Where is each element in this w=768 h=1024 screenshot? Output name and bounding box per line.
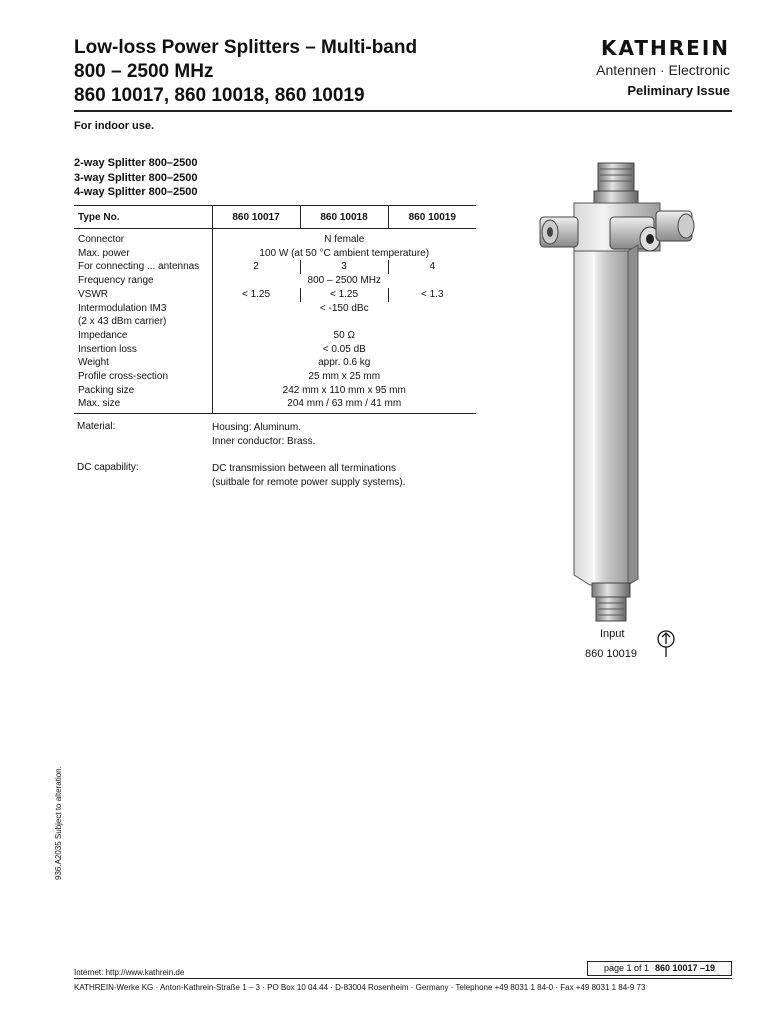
- splitter-product-image: [530, 155, 710, 625]
- footer-address: KATHREIN-Werke KG · Anton-Kathrein-Straße 1 – 3 · PO Box 10 04 44 · D-83004 Rosenheim · Germany · Telephone +49 8031 1 84-0 · Fax +49 8031 1 84-9 73: [74, 983, 646, 992]
- table-row: [74, 247, 476, 261]
- row-label: Profile cross-section: [78, 371, 169, 383]
- row-label: [74, 302, 212, 329]
- material-line: Housing: Aluminum.: [212, 422, 301, 433]
- row-value: 204 mm / 63 mm / 41 mm: [212, 397, 476, 413]
- indoor-note: For indoor use.: [74, 120, 155, 132]
- row-value: 100 W (at 50 °C ambient temperature): [212, 247, 476, 261]
- row-label-main: Intermodulation IM3: [78, 302, 167, 314]
- variant-item: 2-way Splitter 800–2500: [74, 157, 198, 169]
- header-model-2: 860 10018: [300, 206, 388, 229]
- row-label: For connecting ... antennas: [78, 261, 200, 273]
- title-line-2: 800 – 2500 MHz: [74, 61, 214, 82]
- table-row: [74, 229, 476, 247]
- doc-number: 860 10017 –19: [654, 963, 716, 973]
- document-title: [74, 36, 417, 108]
- row-value: 242 mm x 110 mm x 95 mm: [212, 384, 476, 398]
- input-model: 860 10019: [585, 648, 637, 660]
- row-value: 800 – 2500 MHz: [212, 274, 476, 288]
- page-number: page 1 of 1: [603, 963, 649, 973]
- title-line-1: Low-loss Power Splitters – Multi-band: [74, 37, 418, 58]
- row-value: < 0.05 dB: [212, 343, 476, 357]
- brand-logo: KATHREIN: [600, 36, 730, 60]
- row-value: appr. 0.6 kg: [212, 356, 476, 370]
- table-row: [74, 384, 476, 398]
- dc-line: (suitbale for remote power supply systems).: [212, 477, 406, 488]
- row-value: 2: [212, 260, 300, 274]
- row-value: 3: [300, 260, 388, 274]
- input-connector-icon: [655, 628, 677, 658]
- material-line: Inner conductor: Brass.: [212, 436, 316, 447]
- row-value: < -150 dBc: [212, 302, 476, 329]
- row-value: 25 mm x 25 mm: [212, 370, 476, 384]
- variant-list: [74, 156, 198, 200]
- material-value: [212, 421, 315, 449]
- dc-value: [212, 462, 405, 490]
- dc-line: DC transmission between all terminations: [212, 463, 396, 474]
- table-row: [74, 302, 476, 329]
- row-label-sub: (2 x 43 dBm carrier): [78, 316, 167, 328]
- table-row: [74, 370, 476, 384]
- material-label: Material:: [77, 421, 116, 432]
- row-label: Impedance: [78, 329, 128, 341]
- table-row: [74, 397, 476, 413]
- internet-link[interactable]: Internet: http://www.kathrein.de: [74, 968, 185, 977]
- table-row: [74, 329, 476, 343]
- variant-item: 3-way Splitter 800–2500: [74, 171, 198, 184]
- table-row: [74, 288, 476, 302]
- input-label: Input: [600, 628, 625, 640]
- row-value: N female: [212, 229, 476, 247]
- table-header-row: [74, 206, 476, 229]
- row-label: Frequency range: [78, 275, 154, 287]
- row-value: < 1.3: [388, 288, 476, 302]
- brand-subtitle: Antennen · Electronic: [596, 62, 730, 78]
- row-label: Max. power: [78, 247, 130, 259]
- row-label: VSWR: [78, 288, 108, 300]
- table-row: [74, 260, 476, 274]
- row-value: < 1.25: [212, 288, 300, 302]
- side-note: 936.A2035 Subject to alteration.: [54, 766, 63, 880]
- row-label: Connector: [78, 234, 125, 245]
- table-row: [74, 356, 476, 370]
- row-value: 4: [388, 260, 476, 274]
- spec-table: [74, 205, 476, 414]
- issue-label: Peliminary Issue: [627, 83, 730, 98]
- page-indicator: [587, 961, 732, 976]
- footer-rule: [74, 978, 732, 979]
- header-model-3: 860 10019: [388, 206, 476, 229]
- row-label: Insertion loss: [78, 343, 137, 355]
- title-line-3: 860 10017, 860 10018, 860 10019: [74, 85, 365, 106]
- header-model-1: 860 10017: [212, 206, 300, 229]
- dc-label: DC capability:: [77, 462, 139, 473]
- variant-item: 4-way Splitter 800–2500: [74, 186, 198, 198]
- row-label: Weight: [78, 357, 109, 369]
- row-value: < 1.25: [300, 288, 388, 302]
- table-row: [74, 274, 476, 288]
- header-type-no: Type No.: [74, 206, 212, 229]
- header-rule: [74, 110, 732, 112]
- table-row: [74, 343, 476, 357]
- row-label: Packing size: [78, 384, 135, 396]
- row-label: Max. size: [74, 397, 212, 413]
- row-value: 50 Ω: [212, 329, 476, 343]
